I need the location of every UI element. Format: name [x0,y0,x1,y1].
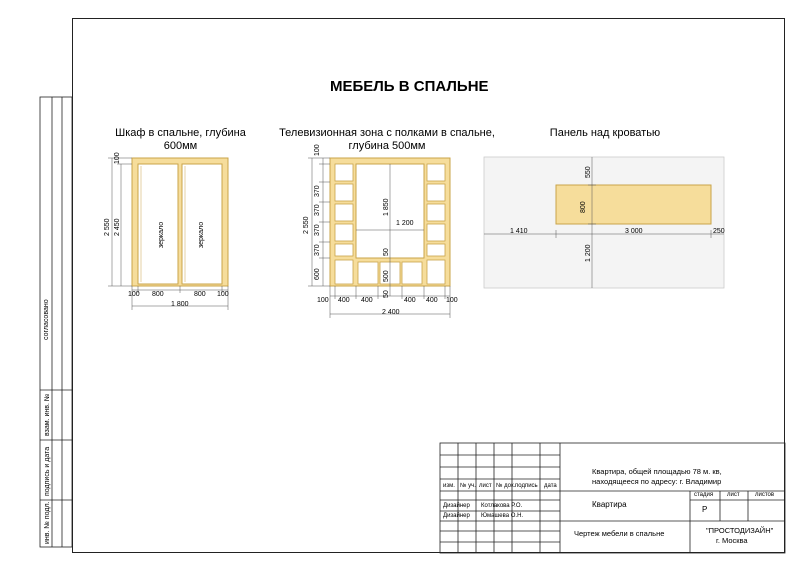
wardrobe-dim-bottom-4: 100 [217,291,229,298]
wardrobe-dim-bottom-3: 800 [194,291,206,298]
tb-object: Квартира [592,500,627,509]
mirror-right-label: зеркало [198,221,205,248]
wardrobe-dim-total-height: 2 550 [104,218,111,236]
panel-dim-left: 1 410 [510,228,528,235]
tv-dim-niche-50a: 50 [383,248,390,256]
tv-dim-stack-2: 370 [314,185,321,197]
panel-caption: Панель над кроватью [549,127,661,139]
tv-dim-stack-6: 600 [314,268,321,280]
tv-dim-niche-500: 500 [383,270,390,282]
tv-dim-bottom-1: 100 [317,297,329,304]
tv-dim-stack-1: 100 [314,144,321,156]
tv-dim-niche-50b: 50 [383,290,390,298]
tb-row2-role: Дизайнер [443,513,470,519]
tv-dim-niche-height: 1 850 [383,198,390,216]
tb-header-sign: подпись [515,483,538,489]
mirror-left-label: зеркало [158,221,165,248]
panel-drawing [484,157,724,288]
tv-dim-total-height: 2 550 [303,216,310,234]
panel-dim-width: 3 000 [625,228,643,235]
tb-header-list: лист [479,483,492,489]
tb-header-izm: изм. [443,483,455,489]
tb-project: Квартира, общей площадью 78 м. кв, [592,467,722,476]
wardrobe-caption [113,127,248,153]
tb-stage-label: стадия [694,492,714,498]
tv-zone-caption-line1: Телевизионная зона с полками в спальне, [279,127,495,139]
wardrobe-dim-bottom-2: 800 [152,291,164,298]
wardrobe-caption-line1: Шкаф в спальне, глубина [115,127,246,139]
tv-dim-total-width: 2 400 [382,309,400,316]
panel-dim-right: 250 [713,228,725,235]
tb-row2-name: Юмашева О.Н. [481,513,524,519]
tb-sheets-label: листов [755,492,775,498]
sheet-title: МЕБЕЛЬ В СПАЛЬНЕ [330,78,489,95]
tv-dim-bottom-4: 400 [404,297,416,304]
tb-stage-value: Р [702,505,708,514]
stamp-replace-inv: взам. инв. № [44,393,51,436]
tv-dim-bottom-6: 100 [446,297,458,304]
wardrobe-drawing [108,158,228,310]
tb-address: находящееся по адресу: г. Владимир [592,477,722,486]
stamp-agreed: согласовано [43,299,50,340]
wardrobe-caption-line2: 600мм [163,140,198,152]
tv-dim-bottom-2: 400 [338,297,350,304]
wardrobe-dim-bottom-1: 100 [128,291,140,298]
panel-dim-height: 800 [580,201,587,213]
tv-dim-stack-5: 370 [314,244,321,256]
tv-zone-drawing [308,158,450,318]
tv-dim-niche-width: 1 200 [396,220,414,227]
tv-zone-caption [272,127,502,153]
tv-dim-bottom-5: 400 [426,297,438,304]
stamp-inv-orig: инв. № подл. [44,501,51,544]
tb-header-doc: № док. [496,483,516,489]
wardrobe-dim-inner-height: 2 450 [114,218,121,236]
tb-header-uch: № уч. [460,483,476,489]
stamp-sign-date: подпись и дата [44,446,51,496]
tb-city: г. Москва [716,536,748,545]
wardrobe-dim-top: 100 [114,152,121,164]
tb-sheet-label: лист [727,492,740,498]
tb-row1-name: Котлакова Р.О. [481,503,523,509]
panel-dim-top: 550 [585,166,592,178]
tb-header-date: дата [544,483,557,489]
wardrobe-dim-total-width: 1 800 [171,301,189,308]
tb-row1-role: Дизайнер [443,503,470,509]
panel-dim-bottom: 1 200 [585,244,592,262]
tv-dim-bottom-3: 400 [361,297,373,304]
tb-drawing-name: Чертеж мебели в спальне [574,529,665,538]
tv-dim-stack-4: 370 [314,224,321,236]
tb-company: "ПРОСТОДИЗАЙН" [706,526,774,535]
tv-dim-stack-3: 370 [314,204,321,216]
tv-zone-caption-line2: глубина 500мм [348,140,426,152]
